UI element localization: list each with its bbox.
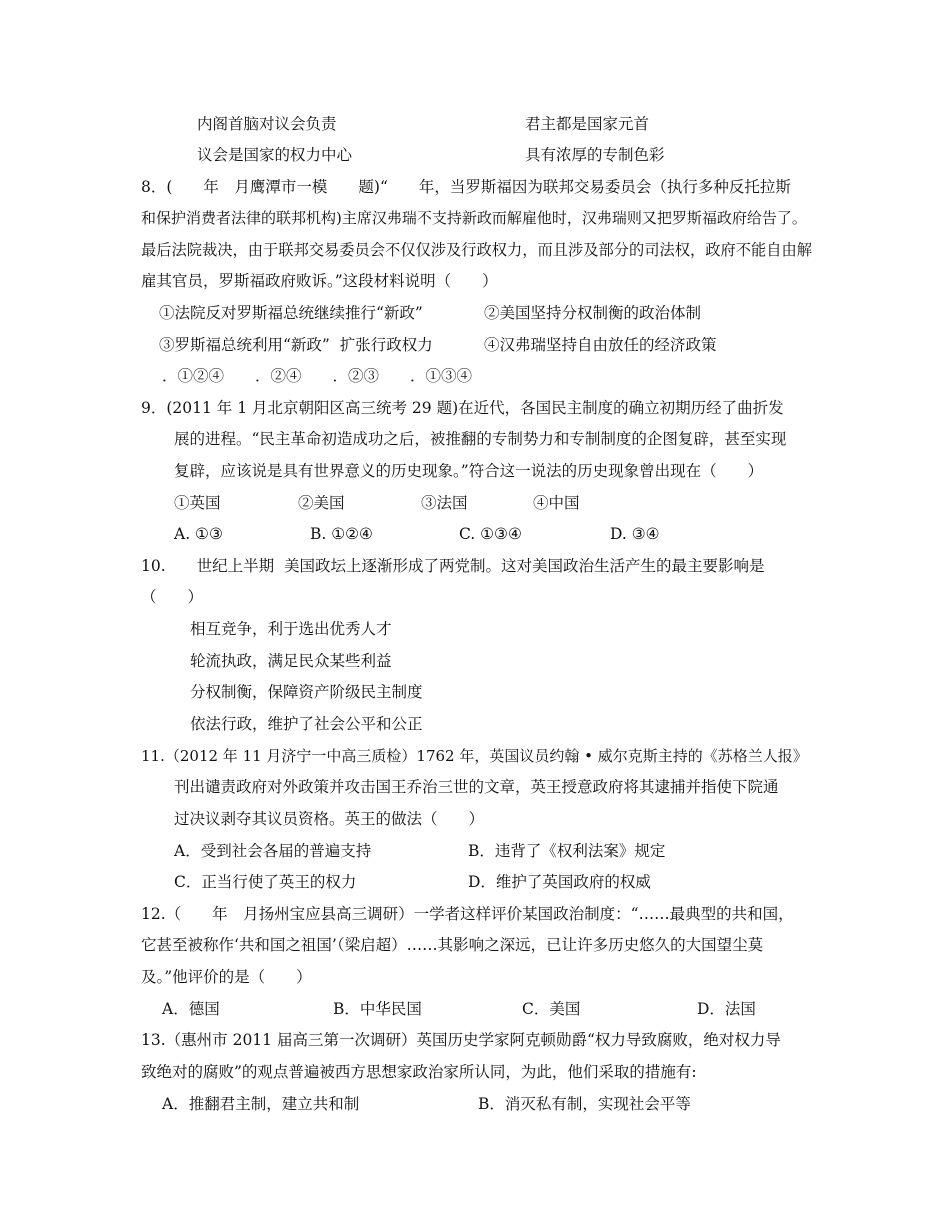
prev-option-b: 君主都是国家元首	[525, 115, 650, 133]
q10-option-4: 依法行政，维护了社会公平和公正	[190, 715, 423, 733]
q13-option-a: A．推翻君主制，建立共和制	[162, 1095, 360, 1113]
q11-option-b: B．违背了《权利法案》规定	[468, 842, 666, 860]
prev-option-c: 议会是国家的权力中心	[197, 146, 353, 164]
q8-stem-line-1: 8．( 年 月鹰潭市一模 题)“ 年，当罗斯福因为联邦交易委员会（执行多种反托拉斯	[141, 178, 791, 196]
q8-item-4: ④汉弗瑞坚持自由放任的经济政策	[484, 336, 717, 354]
q12-option-d: D．法国	[697, 1000, 756, 1018]
q9-stem-line-2: 展的进程。“民主革命初造成功之后，被推翻的专制势力和专制制度的企图复辟，甚至实现	[174, 430, 787, 448]
q9-option-d: D. ③④	[610, 525, 660, 543]
q10-option-2: 轮流执政，满足民众某些利益	[190, 652, 392, 670]
q8-stem-line-4: 雇其官员，罗斯福政府败诉。”这段材料说明（ ）	[141, 272, 498, 290]
q11-stem-line-3: 过决议剥夺其议员资格。英王的做法（ ）	[174, 810, 485, 828]
q11-stem-line-1: 11.（2012 年 11 月济宁一中高三质检）1762 年，英国议员约翰 • 威尔克斯主持的《苏格兰人报》	[141, 747, 808, 765]
q9-option-c: C. ①③④	[459, 525, 522, 543]
q12-option-c: C．美国	[522, 1000, 581, 1018]
q9-choice-2: ②美国	[298, 494, 345, 512]
q12-option-a: A．德国	[162, 1000, 220, 1018]
q10-stem-line-1: 10. 世纪上半期 美国政坛上逐渐形成了两党制。这对美国政治生活产生的最主要影响是	[141, 557, 765, 575]
q10-option-3: 分权制衡，保障资产阶级民主制度	[190, 683, 423, 701]
q11-stem-line-2: 刊出谴责政府对外政策并攻击国王乔治三世的文章，英王授意政府将其逮捕并指使下院通	[174, 778, 779, 796]
q9-option-a: A. ①③	[174, 525, 223, 543]
q12-stem-line-3: 及。”他评价的是（ ）	[141, 968, 312, 986]
q12-option-b: B．中华民国	[333, 1000, 422, 1018]
prev-option-d: 具有浓厚的专制色彩	[525, 146, 665, 164]
q10-stem-line-2: （ ）	[141, 588, 204, 606]
q11-option-a: A．受到社会各届的普遍支持	[174, 842, 372, 860]
q9-choice-4: ④中国	[533, 494, 580, 512]
q13-option-b: B．消灭私有制，实现社会平等	[478, 1095, 691, 1113]
q9-stem-line-1: 9．(2011 年 1 月北京朝阳区高三统考 29 题)在近代，各国民主制度的确立初期历经了曲折发	[141, 399, 784, 417]
prev-option-a: 内阁首脑对议会负责	[197, 115, 337, 133]
q13-stem-line-2: 致绝对的腐败”的观点普遍被西方思想家政治家所认同，为此，他们采取的措施有:	[141, 1063, 697, 1081]
q8-item-2: ②美国坚持分权制衡的政治体制	[484, 304, 702, 322]
q8-stem-line-3: 最后法院裁决，由于联邦交易委员会不仅仅涉及行政权力，而且涉及部分的司法权，政府不能自由解	[141, 241, 812, 259]
q11-option-d: D．维护了英国政府的权威	[468, 873, 651, 891]
q13-stem-line-1: 13.（惠州市 2011 届高三第一次调研）英国历史学家阿克顿勋爵“权力导致腐败，绝对权力导	[141, 1031, 781, 1049]
q12-stem-line-1: 12.（ 年 月扬州宝应县高三调研）一学者这样评价某国政治制度：“……最典型的共和国，	[141, 905, 794, 923]
q9-choice-3: ③法国	[421, 494, 468, 512]
q10-option-1: 相互竞争，利于选出优秀人才	[190, 620, 392, 638]
q9-stem-line-3: 复辟，应该说是具有世界意义的历史现象。”符合这一说法的历史现象曾出现在（ ）	[174, 462, 764, 480]
q9-choice-1: ①英国	[174, 494, 221, 512]
q9-option-b: B. ①②④	[310, 525, 373, 543]
q8-item-3: ③罗斯福总统利用“新政” 扩张行政权力	[159, 336, 433, 354]
q8-item-1: ①法院反对罗斯福总统继续推行“新政”	[159, 304, 423, 322]
q11-option-c: C．正当行使了英王的权力	[174, 873, 357, 891]
q8-options: ．①②④ ．②④ ．②③ ．①③④	[162, 367, 473, 385]
q12-stem-line-2: 它甚至被称作‘共和国之祖国’（梁启超）……其影响之深远，已让许多历史悠久的大国望尘莫	[141, 936, 764, 954]
q8-stem-line-2: 和保护消费者法律的联邦机构)主席汉弗瑞不支持新政而解雇他时，汉弗瑞则又把罗斯福政府给告了。	[141, 209, 807, 227]
